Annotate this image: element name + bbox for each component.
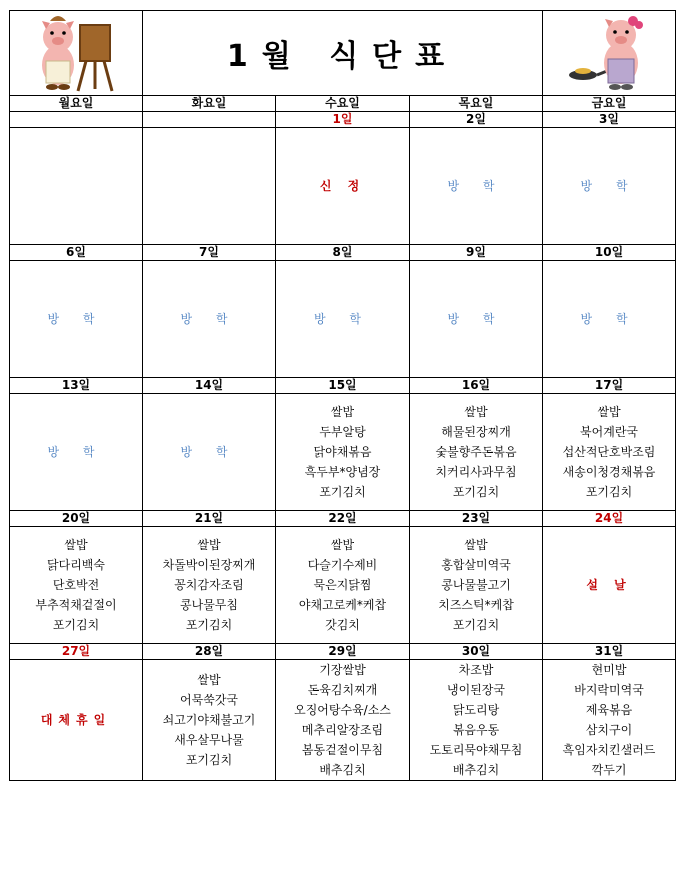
date-row (10, 644, 676, 660)
menu-item: 흑임자치킨샐러드 (562, 743, 656, 757)
menu-item: 쌀밥 (330, 538, 355, 552)
menu-item: 콩나물무침 (180, 598, 238, 612)
pig-chef-illustration (543, 11, 676, 96)
date-cell (143, 112, 276, 128)
date-row (10, 378, 676, 394)
menu-item: 어묵쑥갓국 (180, 693, 238, 707)
menu-item: 차조밥 (458, 663, 494, 677)
menu-item: 꽁치감자조림 (174, 578, 244, 592)
menu-cell (410, 128, 543, 245)
menu-cell (143, 660, 276, 781)
date-cell: 2일 (410, 112, 543, 128)
menu-item: 쌀밥 (197, 538, 221, 552)
pig-painter-illustration (10, 11, 143, 96)
menu-item: 배추김치 (452, 763, 500, 777)
menu-table (9, 10, 676, 781)
date-row (10, 511, 676, 527)
date-cell: 28일 (143, 644, 276, 660)
menu-item: 신 정 (319, 179, 366, 193)
menu-cell (10, 128, 143, 245)
menu-item: 쌀밥 (64, 538, 88, 552)
menu-row (10, 660, 676, 781)
date-cell: 22일 (276, 511, 410, 527)
date-row (10, 245, 676, 261)
menu-item: 방 학 (314, 312, 371, 326)
menu-cell (143, 394, 276, 511)
date-cell: 15일 (276, 378, 410, 394)
page-title: 1월 식단표 (143, 11, 543, 96)
date-cell: 24일 (543, 511, 676, 527)
date-cell: 17일 (543, 378, 676, 394)
menu-item: 방 학 (580, 179, 638, 193)
date-cell: 8일 (276, 245, 410, 261)
menu-item: 포기김치 (185, 618, 233, 632)
menu-cell (410, 394, 543, 511)
menu-item: 바지락미역국 (574, 683, 644, 697)
menu-item: 포기김치 (185, 753, 233, 767)
menu-cell (543, 128, 676, 245)
menu-item: 방 학 (447, 179, 505, 193)
date-cell: 14일 (143, 378, 276, 394)
menu-item: 방 학 (580, 312, 638, 326)
menu-item: 대체휴일 (40, 713, 112, 727)
date-cell: 30일 (410, 644, 543, 660)
menu-cell (143, 527, 276, 644)
menu-item: 포기김치 (319, 485, 366, 499)
weekday-wed: 수요일 (276, 96, 410, 112)
menu-item: 해물된장찌개 (441, 425, 511, 439)
date-cell: 1일 (276, 112, 410, 128)
menu-row (10, 527, 676, 644)
menu-item: 방 학 (47, 445, 105, 459)
menu-item: 포기김치 (452, 618, 500, 632)
menu-item: 부추적채겉절이 (35, 598, 117, 612)
menu-item: 쇠고기야채불고기 (162, 713, 256, 727)
menu-cell (276, 261, 410, 378)
menu-item: 포기김치 (585, 485, 633, 499)
menu-item: 새송이청경채볶음 (562, 465, 656, 479)
date-cell: 6일 (10, 245, 143, 261)
menu-cell (10, 394, 143, 511)
menu-item: 치커리사과무침 (435, 465, 517, 479)
menu-item: 설 날 (586, 578, 632, 592)
menu-cell (543, 527, 676, 644)
date-cell: 23일 (410, 511, 543, 527)
menu-cell (276, 527, 410, 644)
menu-item: 방 학 (47, 312, 105, 326)
menu-cell (543, 394, 676, 511)
menu-item: 야채고로케*케찹 (298, 598, 387, 612)
menu-item: 묵은지닭찜 (313, 578, 372, 592)
menu-item: 도토리묵야채무침 (429, 743, 523, 757)
date-cell: 20일 (10, 511, 143, 527)
menu-item: 볶음우동 (452, 723, 500, 737)
menu-item: 포기김치 (452, 485, 500, 499)
menu-cell (410, 660, 543, 781)
date-cell: 16일 (410, 378, 543, 394)
menu-item: 삼치구이 (585, 723, 633, 737)
menu-item: 치즈스틱*케찹 (438, 598, 514, 612)
menu-cell (276, 660, 410, 781)
date-cell: 21일 (143, 511, 276, 527)
menu-item: 포기김치 (52, 618, 100, 632)
menu-item: 쌀밥 (464, 405, 488, 419)
weekday-fri: 금요일 (543, 96, 676, 112)
menu-item: 쌀밥 (464, 538, 488, 552)
menu-item: 닭야채볶음 (313, 445, 372, 459)
date-cell: 9일 (410, 245, 543, 261)
menu-item: 갓김치 (325, 618, 360, 632)
menu-cell (10, 527, 143, 644)
date-cell: 7일 (143, 245, 276, 261)
date-cell: 31일 (543, 644, 676, 660)
menu-cell (543, 261, 676, 378)
menu-item: 현미밥 (591, 663, 627, 677)
menu-cell (10, 261, 143, 378)
weekday-tue: 화요일 (143, 96, 276, 112)
menu-item: 방 학 (180, 445, 238, 459)
menu-row (10, 261, 676, 378)
menu-item: 방 학 (180, 312, 238, 326)
menu-item: 차돌박이된장찌개 (162, 558, 256, 572)
menu-item: 냉이된장국 (447, 683, 505, 697)
menu-item: 배추김치 (319, 763, 366, 777)
menu-item: 단호박전 (52, 578, 100, 592)
menu-item: 쌀밥 (330, 405, 355, 419)
menu-item: 오징어탕수육/소스 (294, 703, 391, 717)
menu-item: 북어계란국 (580, 425, 639, 439)
menu-cell (143, 261, 276, 378)
menu-item: 메추리알장조림 (301, 723, 384, 737)
menu-item: 닭다리백숙 (47, 558, 105, 572)
date-row (10, 112, 676, 128)
menu-item: 섭산적단호박조림 (562, 445, 656, 459)
menu-item: 기장쌀밥 (319, 663, 366, 677)
menu-item: 깍두기 (591, 763, 627, 777)
menu-cell (276, 128, 410, 245)
menu-cell (543, 660, 676, 781)
date-cell: 10일 (543, 245, 676, 261)
date-cell: 3일 (543, 112, 676, 128)
weekday-mon: 월요일 (10, 96, 143, 112)
menu-item: 닭도리탕 (452, 703, 500, 717)
menu-item: 돈육김치찌개 (307, 683, 378, 697)
weekday-thu: 목요일 (410, 96, 543, 112)
menu-item: 두부알탕 (319, 425, 366, 439)
menu-cell (410, 261, 543, 378)
menu-item: 새우살무나물 (174, 733, 244, 747)
menu-cell (10, 660, 143, 781)
menu-row (10, 128, 676, 245)
weekday-header-row (10, 96, 676, 112)
menu-item: 쌀밥 (197, 673, 221, 687)
menu-item: 쌀밥 (597, 405, 621, 419)
menu-item: 흑두부*양념장 (304, 465, 381, 479)
date-cell: 13일 (10, 378, 143, 394)
menu-item: 다슬기수제비 (307, 558, 378, 572)
menu-cell (410, 527, 543, 644)
date-cell: 29일 (276, 644, 410, 660)
menu-row (10, 394, 676, 511)
menu-item: 홍합살미역국 (441, 558, 511, 572)
menu-item: 콩나물불고기 (441, 578, 511, 592)
date-cell (10, 112, 143, 128)
menu-cell (143, 128, 276, 245)
menu-cell (276, 394, 410, 511)
menu-item: 봄동겉절이무침 (301, 743, 384, 757)
menu-item: 방 학 (447, 312, 505, 326)
menu-item: 제육볶음 (585, 703, 633, 717)
menu-item: 숯불향주돈볶음 (435, 445, 517, 459)
date-cell: 27일 (10, 644, 143, 660)
